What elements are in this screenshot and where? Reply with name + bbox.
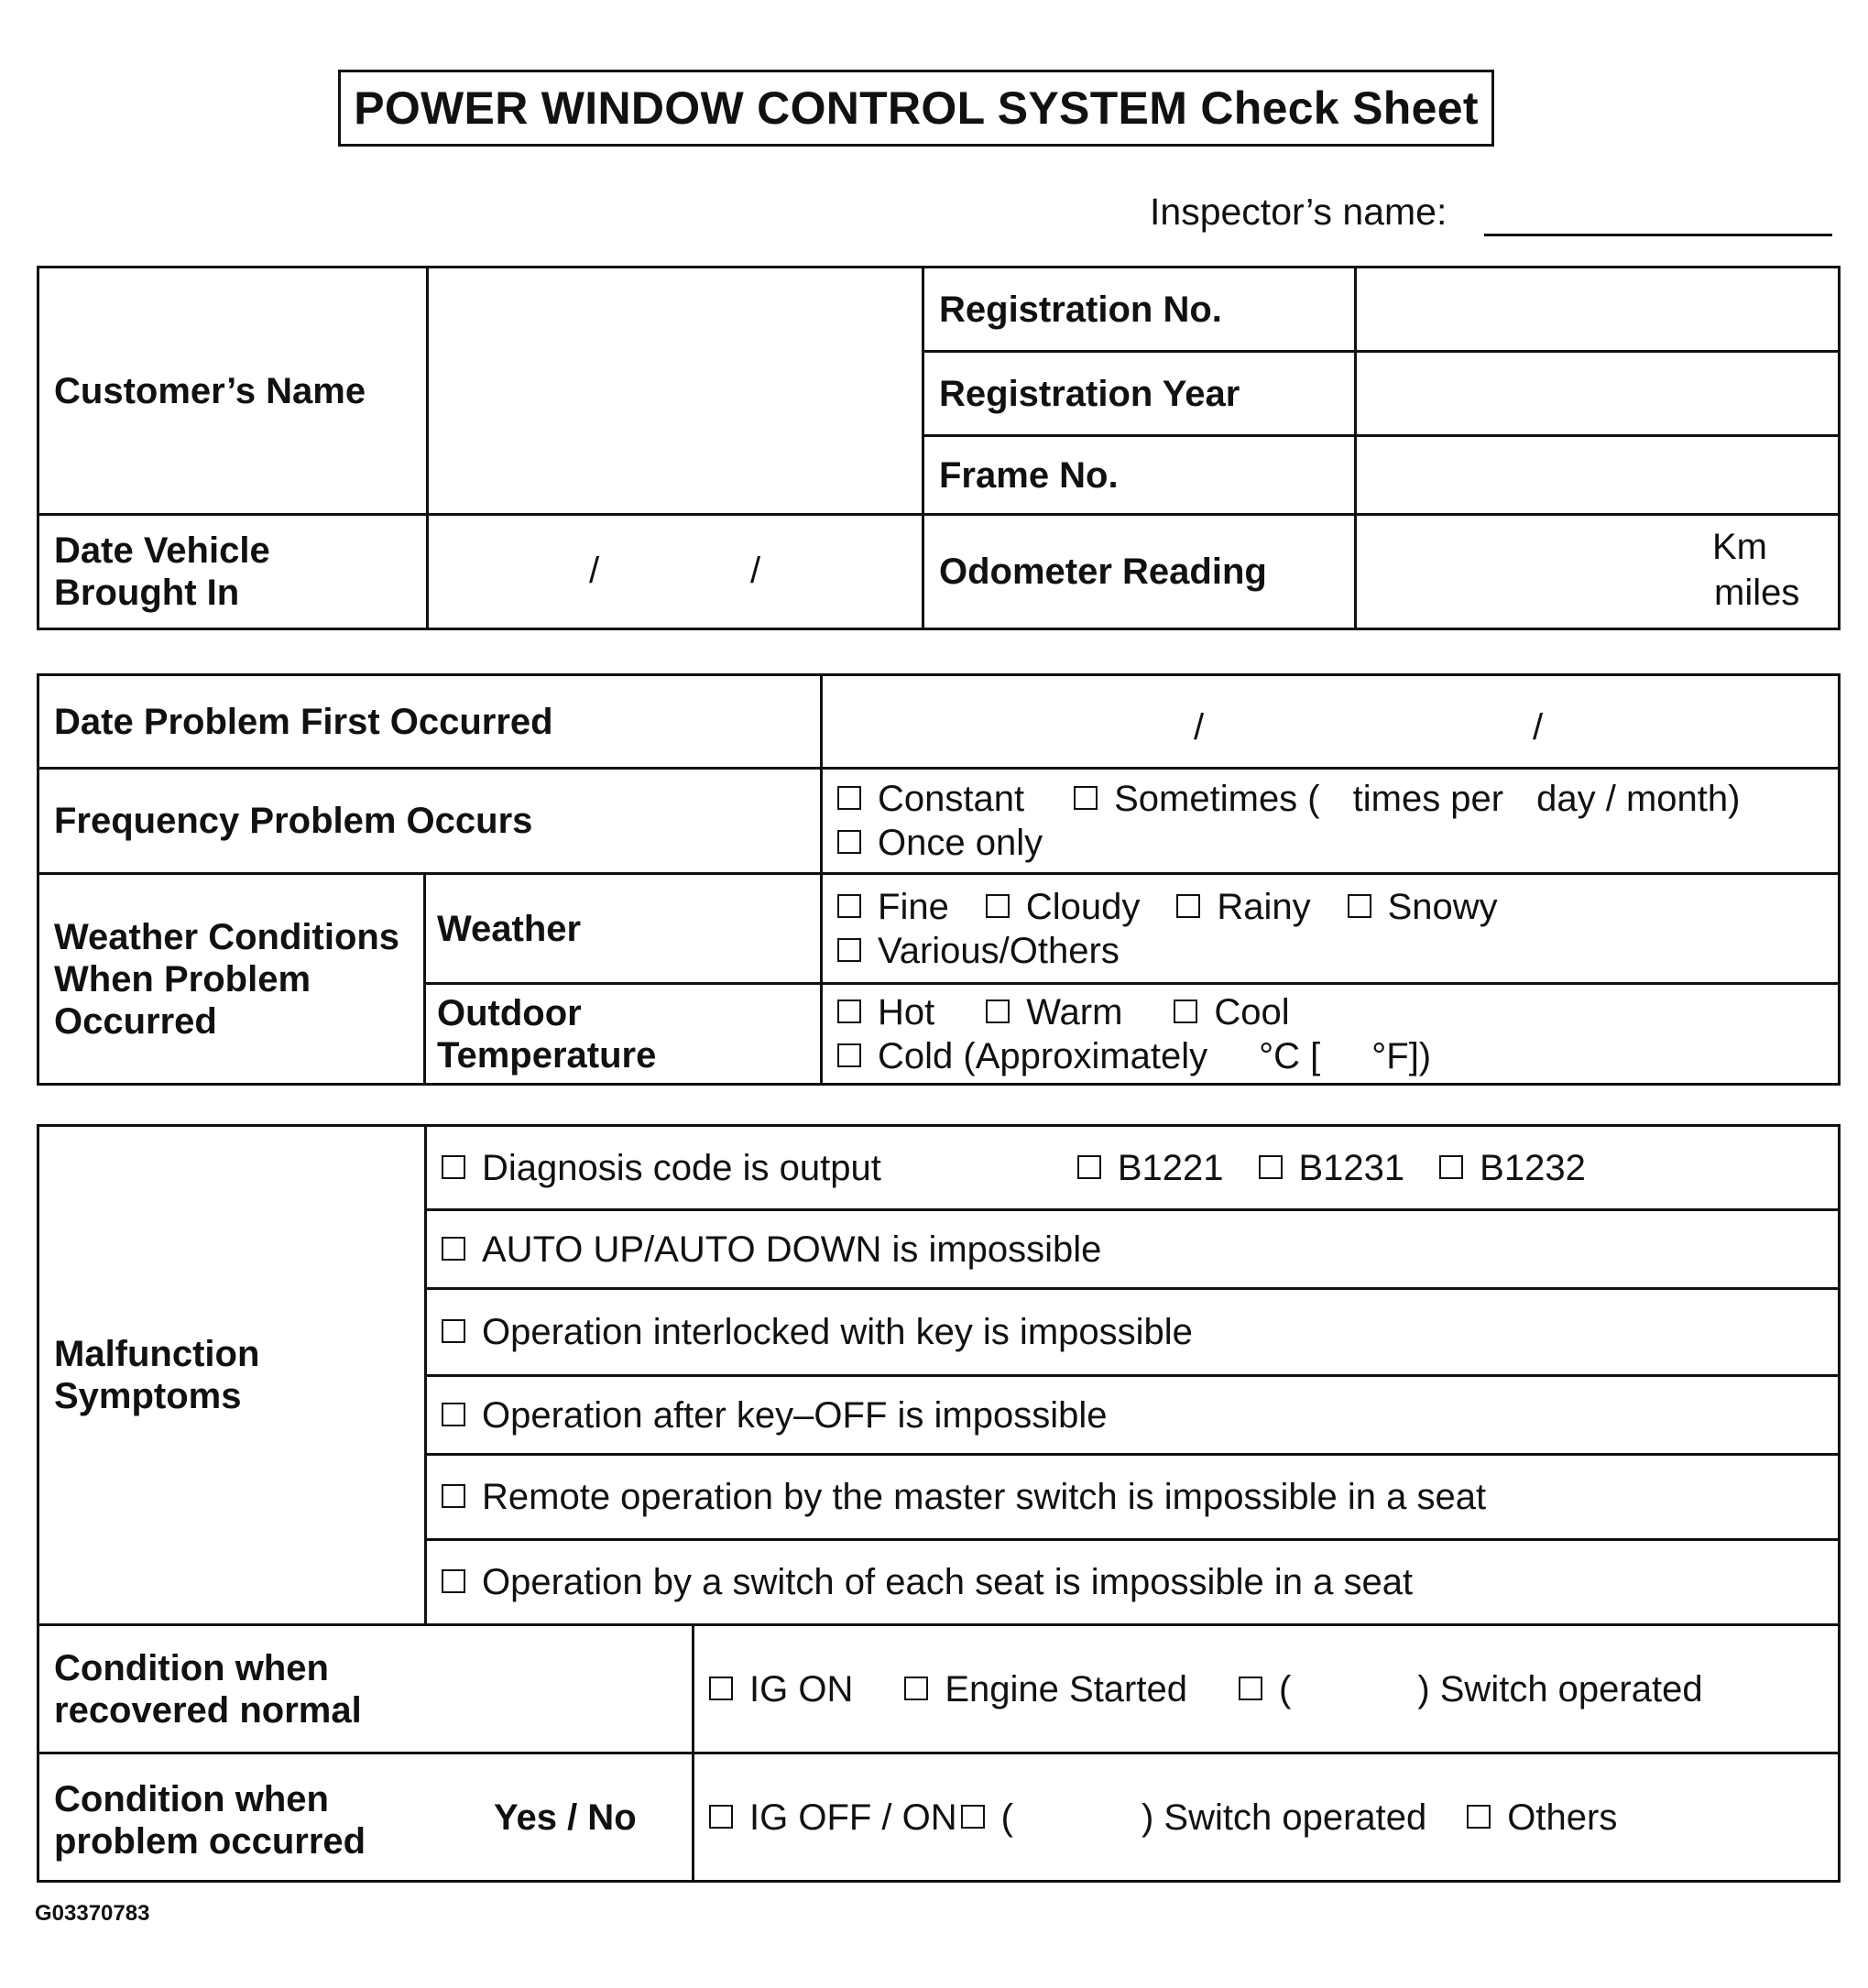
- outdoor-temperature-label: Outdoor Temperature: [425, 984, 822, 1085]
- temp-warm-option[interactable]: Warm: [986, 992, 1122, 1032]
- odometer-unit-km: Km: [1712, 527, 1767, 567]
- recovered-switch-option[interactable]: ( ) Switch operated: [1239, 1669, 1703, 1709]
- temp-cold-option[interactable]: Cold (Approximately °C [ °F]): [837, 1036, 1838, 1076]
- weather-label: Weather: [425, 874, 822, 984]
- checkbox-icon[interactable]: [1077, 1155, 1101, 1179]
- symptom-key-option[interactable]: Operation interlocked with key is impossible: [426, 1289, 1840, 1376]
- vehicle-info-table: [37, 266, 1841, 630]
- checkbox-icon[interactable]: [837, 999, 861, 1023]
- customer-name-label: Customer’s Name: [38, 268, 428, 515]
- customer-name-field[interactable]: [428, 268, 923, 515]
- problem-occurrence-table: [37, 673, 1841, 1086]
- symptom-diagnosis-option[interactable]: Diagnosis code is output: [442, 1148, 881, 1188]
- date-vehicle-label-line2: Brought In: [54, 573, 240, 613]
- checkbox-icon[interactable]: [986, 894, 1010, 918]
- temperature-options: [822, 984, 1840, 1085]
- condition-recovered-label: Condition when recovered normal: [38, 1625, 694, 1753]
- registration-no-field[interactable]: [1356, 268, 1840, 352]
- freq-constant-option[interactable]: Constant: [837, 779, 1024, 819]
- checkbox-icon[interactable]: [442, 1319, 465, 1343]
- checkbox-icon[interactable]: [961, 1805, 985, 1829]
- checkbox-icon[interactable]: [442, 1155, 465, 1179]
- date-vehicle-field[interactable]: [428, 515, 923, 629]
- checkbox-icon[interactable]: [837, 1043, 861, 1067]
- checkbox-icon[interactable]: [837, 830, 861, 854]
- page-title: POWER WINDOW CONTROL SYSTEM Check Sheet: [338, 70, 1494, 147]
- freq-sometimes-option[interactable]: Sometimes ( times per day / month): [1074, 779, 1740, 819]
- inspector-name-field[interactable]: [1484, 234, 1832, 236]
- checkbox-icon[interactable]: [837, 786, 861, 810]
- checkbox-icon[interactable]: [837, 894, 861, 918]
- date-problem-label: Date Problem First Occurred: [38, 675, 822, 769]
- odometer-field[interactable]: [1356, 515, 1840, 629]
- date-slash-2: /: [750, 551, 761, 591]
- checkbox-icon[interactable]: [709, 1805, 733, 1829]
- checkbox-icon[interactable]: [442, 1237, 465, 1261]
- checkbox-icon[interactable]: [986, 999, 1010, 1023]
- weather-snowy-option[interactable]: Snowy: [1348, 887, 1498, 927]
- weather-conditions-label: Weather Conditions When Problem Occurred: [38, 874, 425, 1085]
- condition-occurred-label: [38, 1753, 694, 1882]
- symptom-remote-option[interactable]: Remote operation by the master switch is impossible in a seat: [426, 1455, 1840, 1540]
- registration-year-label: Registration Year: [923, 352, 1356, 436]
- weather-options: [822, 874, 1840, 984]
- date-vehicle-label-line1: Date Vehicle: [54, 530, 270, 571]
- date-slash-1: /: [589, 551, 600, 591]
- checkbox-icon[interactable]: [442, 1569, 465, 1593]
- code-b1231-option[interactable]: B1231: [1259, 1148, 1405, 1188]
- symptom-keyoff-option[interactable]: Operation after key–OFF is impossible: [426, 1376, 1840, 1455]
- registration-no-label: Registration No.: [923, 268, 1356, 352]
- weather-fine-option[interactable]: Fine: [837, 887, 949, 927]
- symptom-diagnosis-code: [426, 1126, 1840, 1210]
- malfunction-symptoms-label: Malfunction Symptoms: [38, 1126, 426, 1625]
- checkbox-icon[interactable]: [1439, 1155, 1463, 1179]
- date-problem-slash-1: /: [1194, 707, 1205, 748]
- code-b1232-option[interactable]: B1232: [1439, 1148, 1586, 1188]
- document-code: G03370783: [35, 1901, 150, 1926]
- inspector-name-label: Inspector’s name:: [1150, 191, 1447, 233]
- date-problem-field[interactable]: [822, 675, 1840, 769]
- odometer-unit-miles: miles: [1714, 573, 1800, 613]
- checkbox-icon[interactable]: [709, 1677, 733, 1700]
- checkbox-icon[interactable]: [1176, 894, 1200, 918]
- odometer-label: Odometer Reading: [923, 515, 1356, 629]
- checkbox-icon[interactable]: [1174, 999, 1197, 1023]
- checkbox-icon[interactable]: [1259, 1155, 1283, 1179]
- weather-cloudy-option[interactable]: Cloudy: [986, 887, 1141, 927]
- occurred-options: [694, 1753, 1840, 1882]
- recovered-options: [694, 1625, 1840, 1753]
- temp-cool-option[interactable]: Cool: [1174, 992, 1289, 1032]
- occurred-ig-option[interactable]: IG OFF / ON: [709, 1797, 957, 1838]
- freq-once-option[interactable]: Once only: [837, 823, 1838, 863]
- frequency-options: [822, 769, 1840, 874]
- checkbox-icon[interactable]: [904, 1677, 928, 1700]
- malfunction-table: [37, 1124, 1841, 1883]
- condition-occurred-text: Condition when problem occurred: [54, 1779, 366, 1862]
- checkbox-icon[interactable]: [1467, 1805, 1491, 1829]
- occurred-switch-option[interactable]: ( ) Switch operated: [957, 1797, 1427, 1838]
- checkbox-icon[interactable]: [442, 1403, 465, 1426]
- checkbox-icon[interactable]: [442, 1484, 465, 1508]
- code-b1221-option[interactable]: B1221: [1077, 1148, 1224, 1188]
- weather-various-option[interactable]: Various/Others: [837, 931, 1838, 971]
- symptom-each-option[interactable]: Operation by a switch of each seat is impossible in a seat: [426, 1540, 1840, 1625]
- occurred-others-option[interactable]: Others: [1467, 1797, 1617, 1838]
- frame-no-field[interactable]: [1356, 436, 1840, 515]
- temp-hot-option[interactable]: Hot: [837, 992, 934, 1032]
- recovered-ig-on-option[interactable]: IG ON: [709, 1669, 853, 1709]
- checkbox-icon[interactable]: [1348, 894, 1371, 918]
- checkbox-icon[interactable]: [1074, 786, 1098, 810]
- registration-year-field[interactable]: [1356, 352, 1840, 436]
- recovered-engine-option[interactable]: Engine Started: [904, 1669, 1187, 1709]
- date-problem-slash-2: /: [1533, 707, 1544, 748]
- date-vehicle-label: [38, 515, 428, 629]
- checkbox-icon[interactable]: [1239, 1677, 1262, 1700]
- symptom-auto-option[interactable]: AUTO UP/AUTO DOWN is impossible: [426, 1210, 1840, 1289]
- yes-no-label: Yes / No: [494, 1797, 637, 1838]
- frame-no-label: Frame No.: [923, 436, 1356, 515]
- checkbox-icon[interactable]: [837, 938, 861, 962]
- frequency-label: Frequency Problem Occurs: [38, 769, 822, 874]
- weather-rainy-option[interactable]: Rainy: [1176, 887, 1310, 927]
